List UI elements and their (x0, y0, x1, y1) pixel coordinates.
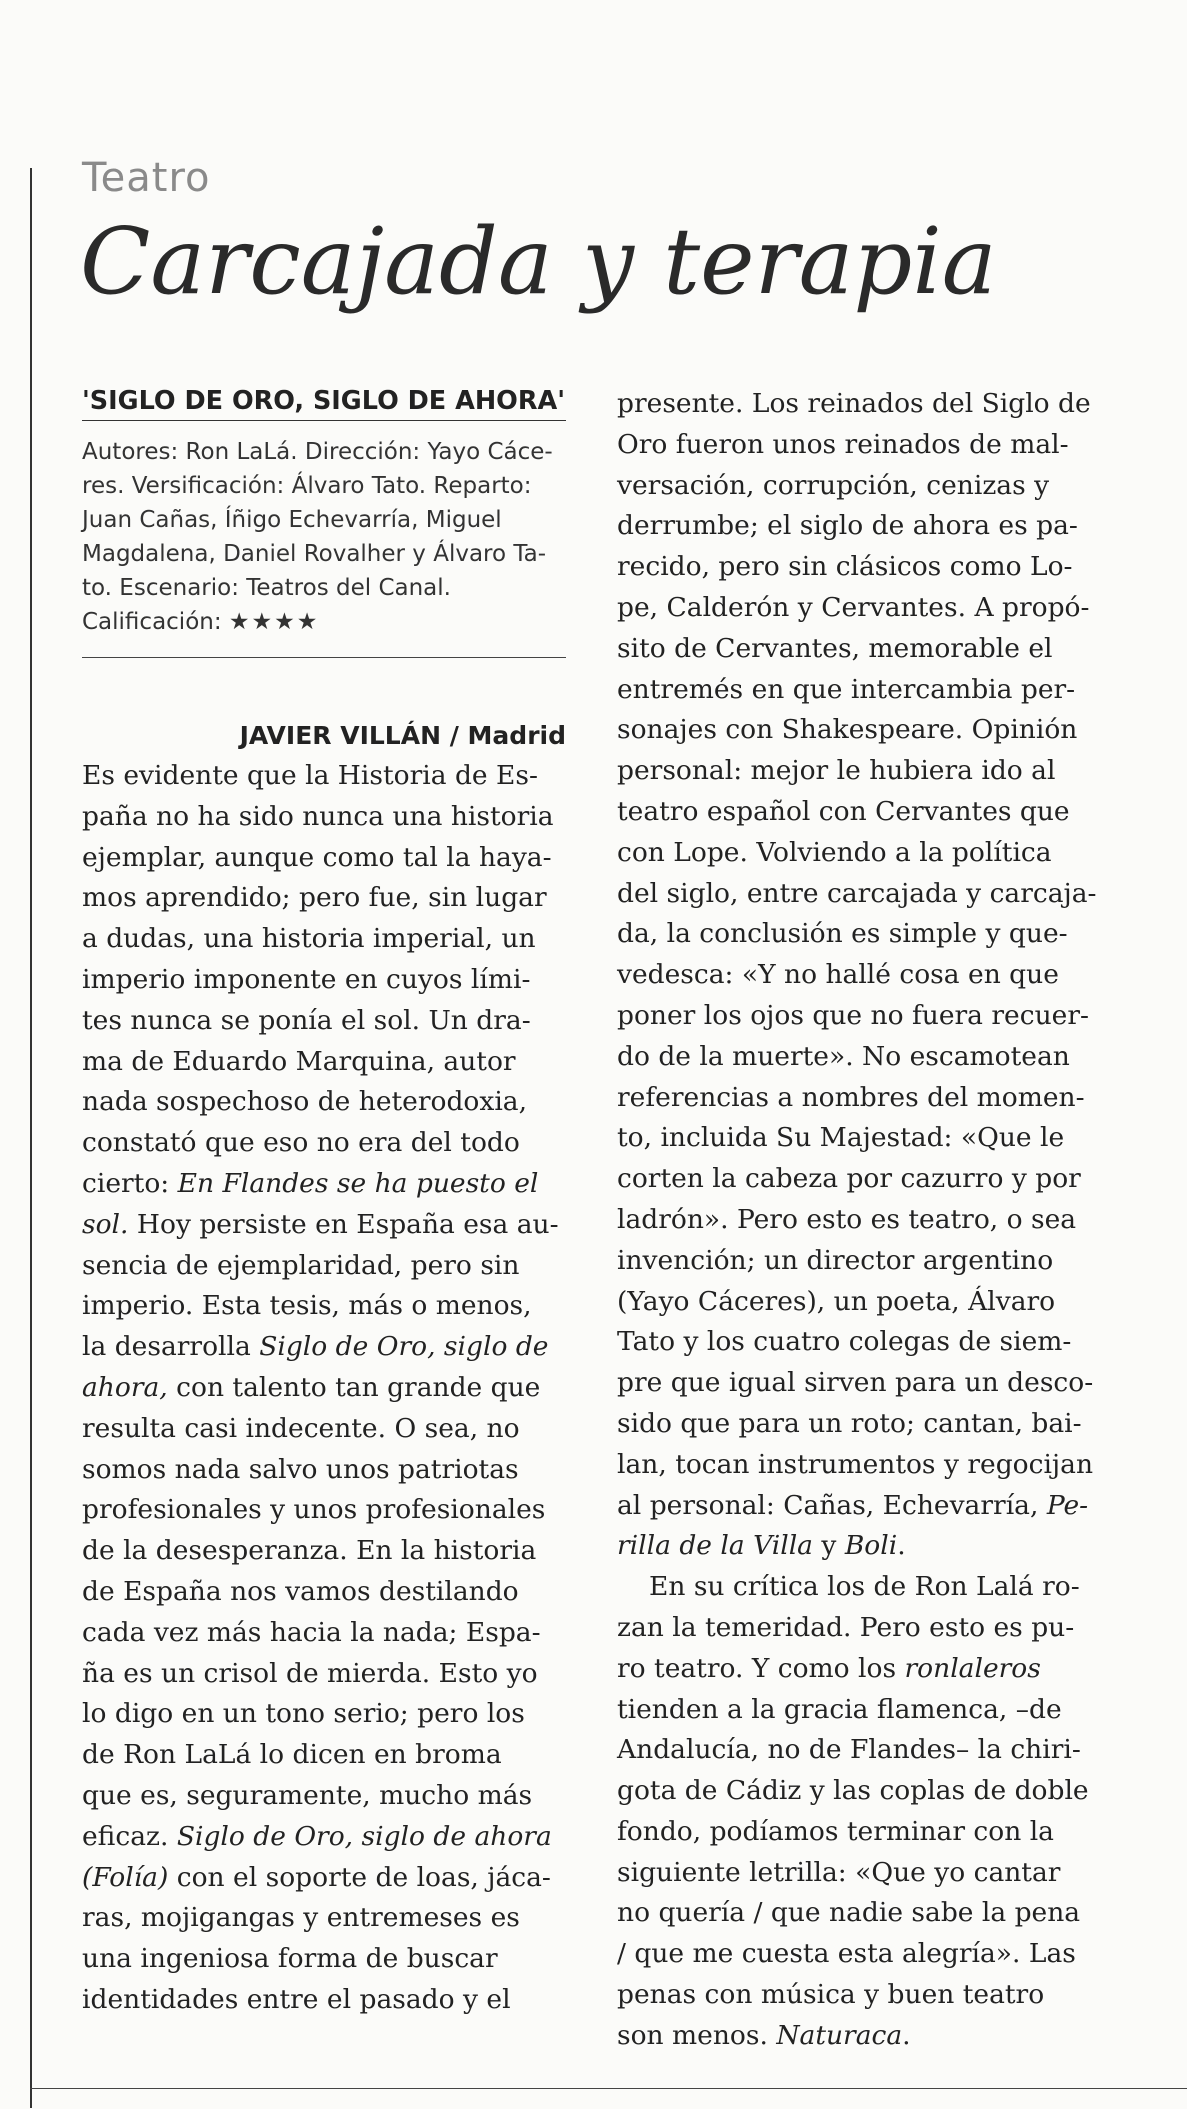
italic-run: (Folía) (82, 1861, 169, 1893)
text-line: mos aprendido; pero fue, sin lugar (82, 882, 547, 914)
text-line: corten la cabeza por cazurro y por (617, 1163, 1081, 1195)
text-line: ma de Eduardo Marquina, autor (82, 1045, 516, 1077)
text-line: nada sospechoso de heterodoxia, (82, 1086, 528, 1118)
text-line: lan, tocan instrumentos y regocijan (617, 1448, 1094, 1480)
credits-rule (82, 657, 566, 658)
text-line: da, la conclusión es simple y que- (617, 918, 1068, 950)
text-line: ejemplar, aunque como tal la haya- (82, 841, 552, 873)
text-line: derrumbe; el siglo de ahora es pa- (617, 510, 1078, 542)
text-line (82, 1205, 566, 1246)
text-line (617, 2016, 1105, 2057)
italic-run: Pe- (1046, 1489, 1089, 1521)
credits-line: Juan Cañas, Íñigo Echevarría, Miguel (82, 507, 502, 533)
text-line: sonajes con Shakespeare. Opinión (617, 714, 1078, 746)
left-column-rule (30, 168, 32, 2108)
text-line (82, 1817, 566, 1858)
text-line: ña es un crisol de mierda. Esto yo (82, 1657, 538, 1689)
text-line: de Ron LaLá lo dicen en broma (82, 1739, 502, 1771)
text-line: ladrón». Pero esto es teatro, o sea (617, 1203, 1077, 1235)
rating (82, 605, 566, 639)
text-line: a dudas, una historia imperial, un (82, 923, 536, 955)
headline: Carcajada y terapia (80, 208, 997, 315)
text-line: referencias a nombres del momen- (617, 1081, 1085, 1113)
text-line: profesionales y unos profesionales (82, 1494, 546, 1526)
text-run: con el soporte de loas, jáca- (168, 1861, 551, 1893)
text-line: Es evidente que la Historia de Es- (82, 760, 538, 791)
text-run: con talento tan grande que (167, 1371, 541, 1403)
text-line: que es, seguramente, mucho más (82, 1779, 533, 1811)
credits-line: res. Versificación: Álvaro Tato. Reparto: (82, 473, 532, 499)
text-run: . (897, 1530, 906, 1562)
italic-run: Siglo de Oro, siglo de ahora (176, 1820, 552, 1852)
rating-stars: ★★★★ (228, 609, 320, 635)
text-line: somos nada salvo unos patriotas (82, 1453, 519, 1485)
italic-run: En Flandes se ha puesto el (177, 1167, 539, 1199)
text-line: zan la temeridad. Pero esto es pu- (617, 1611, 1075, 1643)
left-column (82, 384, 566, 2021)
italic-run: rilla de la Villa (617, 1530, 813, 1562)
text-line: ras, mojigangas y entremeses es (82, 1902, 520, 1934)
right-column (617, 384, 1105, 2057)
text-line: to, incluida Su Majestad: «Que le (617, 1122, 1065, 1154)
text-line: / que me cuesta esta alegría». Las (617, 1938, 1076, 1970)
rating-label: Calificación: (82, 609, 222, 635)
italic-run: ronlaleros (904, 1652, 1041, 1684)
text-line: resulta casi indecente. O sea, no (82, 1412, 520, 1444)
italic-run: ahora, (82, 1371, 168, 1403)
section-label: Teatro (82, 155, 211, 201)
italic-run: Naturaca (776, 2019, 903, 2051)
text-line: lo digo en un tono serio; pero los (82, 1698, 525, 1730)
show-title: 'SIGLO DE ORO, SIGLO DE AHORA' (82, 386, 566, 416)
text-line: identidades entre el pasado y el (82, 1983, 511, 2015)
italic-run: Boli (844, 1530, 898, 1562)
text-line: sencia de ejemplaridad, pero sin (82, 1249, 520, 1281)
text-line (82, 1327, 566, 1368)
text-line: Tato y los cuatro colegas de siem- (617, 1326, 1072, 1358)
credits-line: Magdalena, Daniel Rovalher y Álvaro Ta- (82, 541, 547, 567)
bottom-rule (30, 2088, 1187, 2089)
text-line: no quería / que nadie sabe la pena (617, 1897, 1081, 1929)
text-line: sido que para un roto; cantan, bai- (617, 1407, 1082, 1439)
text-line (82, 1368, 566, 1409)
text-run: . (902, 2019, 911, 2051)
text-line: Oro fueron unos reinados de mal- (617, 428, 1069, 460)
text-line: con Lope. Volviendo a la política (617, 836, 1052, 868)
text-line: gota de Cádiz y las coplas de doble (617, 1775, 1089, 1807)
text-line: teatro español con Cervantes que (617, 795, 1070, 827)
text-run: la desarrolla (82, 1331, 260, 1363)
text-line (617, 1649, 1105, 1690)
text-line (82, 1858, 566, 1899)
text-line: pe, Calderón y Cervantes. A propó- (617, 591, 1090, 623)
text-line: paña no ha sido nunca una historia (82, 800, 554, 832)
byline: JAVIER VILLÁN / Madrid (239, 721, 566, 750)
text-run: ro teatro. Y como los (617, 1652, 905, 1684)
text-run: son menos. (617, 2019, 777, 2051)
text-line: poner los ojos que no fuera recuer- (617, 999, 1089, 1031)
italic-run: Siglo de Oro, siglo de (259, 1331, 549, 1363)
text-line: del siglo, entre carcajada y carcaja- (617, 877, 1097, 909)
text-run: Hoy persiste en España esa au- (128, 1208, 559, 1240)
text-line: penas con música y buen teatro (617, 1979, 1045, 2011)
text-line: de la desesperanza. En la historia (82, 1535, 537, 1567)
text-line: imperio imponente en cuyos lími- (82, 963, 531, 995)
show-title-rule (82, 420, 566, 421)
text-line: tes nunca se ponía el sol. Un dra- (82, 1004, 531, 1036)
text-line: una ingeniosa forma de buscar (82, 1943, 498, 1975)
text-line: cada vez más hacia la nada; Espa- (82, 1616, 541, 1648)
text-run: cierto: (82, 1167, 178, 1199)
text-line: siguiente letrilla: «Que yo cantar (617, 1856, 1061, 1888)
text-line: versación, corrupción, cenizas y (617, 469, 1050, 501)
text-line (617, 1526, 1105, 1567)
text-line: do de la muerte». No escamotean (617, 1040, 1070, 1072)
text-line: recido, pero sin clásicos como Lo- (617, 551, 1073, 583)
text-line: de España nos vamos destilando (82, 1575, 519, 1607)
credits-line: Autores: Ron LaLá. Dirección: Yayo Cáce- (82, 439, 553, 465)
right-body-text (617, 384, 1105, 2057)
text-line: constató que eso no era del todo (82, 1127, 520, 1159)
text-run: y (812, 1530, 845, 1562)
text-line: presente. Los reinados del Siglo de (617, 388, 1091, 419)
left-body-text (82, 756, 566, 2021)
text-line: entremés en que intercambia per- (617, 673, 1076, 705)
text-line: vedesca: «Y no hallé cosa en que (617, 959, 1059, 991)
text-run: eficaz. (82, 1820, 177, 1852)
text-line: invención; un director argentino (617, 1244, 1054, 1276)
text-line: tienden a la gracia flamenca, –de (617, 1693, 1062, 1725)
credits-line: to. Escenario: Teatros del Canal. (82, 575, 451, 601)
credits-box (82, 435, 566, 639)
text-line (82, 1164, 566, 1205)
paragraph-start-line: En su crítica los de Ron Lalá ro- (649, 1571, 1080, 1603)
text-line: pre que igual sirven para un desco- (617, 1367, 1094, 1399)
text-line: sito de Cervantes, memorable el (617, 632, 1053, 664)
italic-run: sol. (82, 1208, 129, 1240)
text-line: imperio. Esta tesis, más o menos, (82, 1290, 532, 1322)
text-line (617, 1486, 1105, 1527)
text-line: Andalucía, no de Flandes– la chiri- (617, 1734, 1081, 1766)
text-line: (Yayo Cáceres), un poeta, Álvaro (617, 1285, 1056, 1317)
text-line: personal: mejor le hubiera ido al (617, 755, 1056, 787)
text-line: fondo, podíamos terminar con la (617, 1815, 1054, 1847)
text-run: al personal: Cañas, Echevarría, (617, 1489, 1047, 1521)
